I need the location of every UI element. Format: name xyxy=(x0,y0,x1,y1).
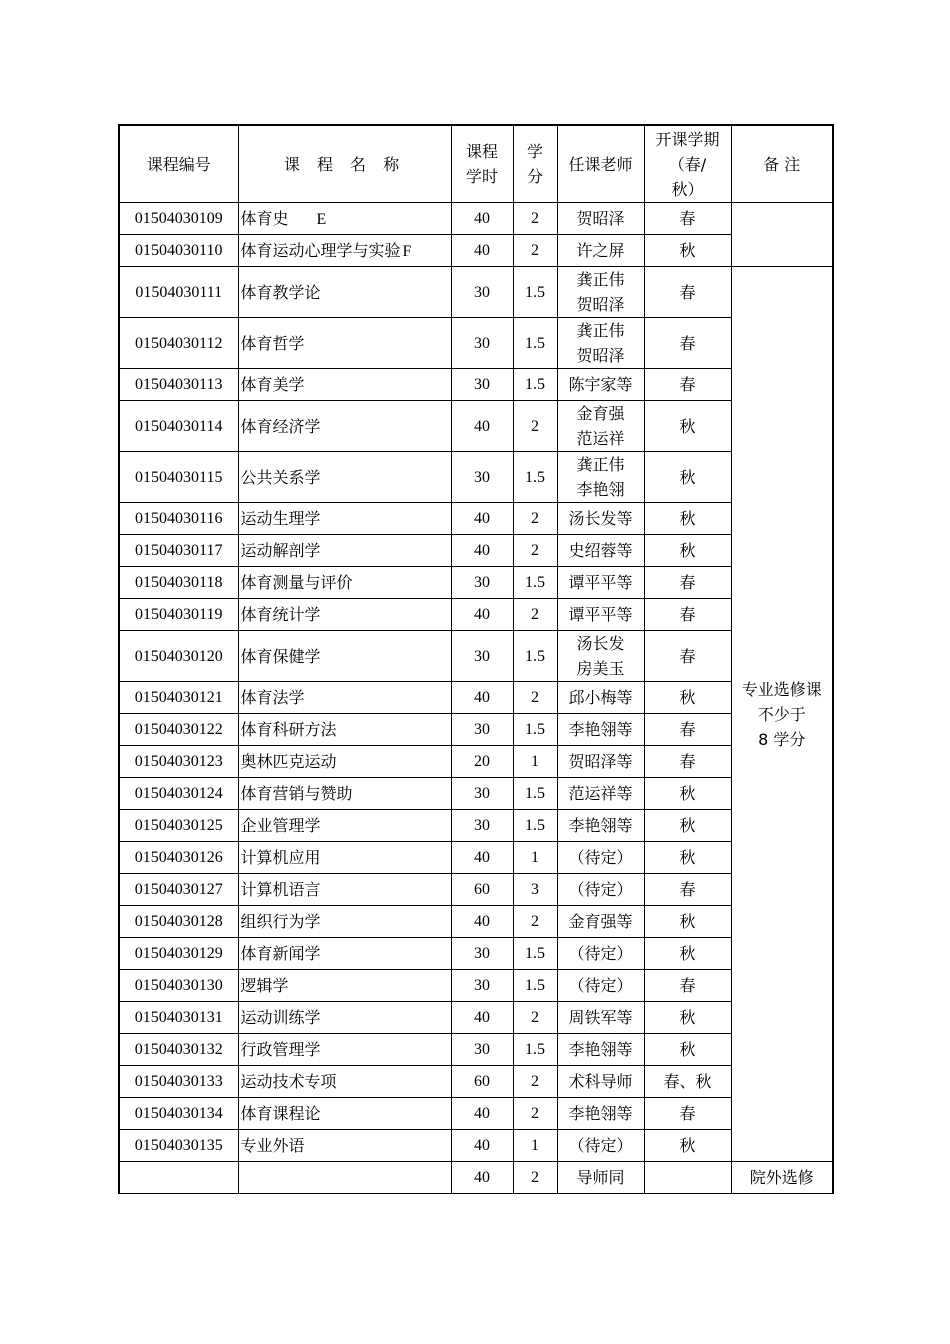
teacher-cell xyxy=(557,714,644,746)
hours-cell: 20 xyxy=(451,746,513,778)
teacher-cell xyxy=(557,567,644,599)
course-code-cell: 01504030117 xyxy=(119,535,238,567)
credit-cell: 1.5 xyxy=(513,778,557,810)
course-name-cell xyxy=(238,1130,451,1162)
course-name-cell xyxy=(238,874,451,906)
hours-cell: 30 xyxy=(451,567,513,599)
credit-cell: 1 xyxy=(513,746,557,778)
teacher-cell xyxy=(557,1066,644,1098)
course-name-cell xyxy=(238,401,451,452)
term-cell: 秋 xyxy=(644,778,731,810)
table-row xyxy=(119,631,833,682)
course-code-cell: 01504030129 xyxy=(119,938,238,970)
table-row xyxy=(119,1066,833,1098)
course-table xyxy=(118,124,834,1194)
term-cell: 秋 xyxy=(644,1130,731,1162)
teacher-cell xyxy=(557,369,644,401)
course-name-text: 企业管理学 xyxy=(240,816,321,835)
credit-cell: 2 xyxy=(513,1098,557,1130)
header-term-line3: 秋） xyxy=(671,179,704,199)
hours-cell: 30 xyxy=(451,1034,513,1066)
hours-cell: 40 xyxy=(451,203,513,235)
table-row xyxy=(119,874,833,906)
teacher-name: 贺昭泽 xyxy=(576,346,625,365)
course-name-text: 体育哲学 xyxy=(240,333,305,353)
course-name-text: 运动生理学 xyxy=(240,509,321,528)
credit-cell: 2 xyxy=(513,203,557,235)
table-row xyxy=(119,369,833,401)
table-row xyxy=(119,567,833,599)
course-name-text: 运动训练学 xyxy=(240,1008,321,1027)
course-code-cell xyxy=(119,1162,238,1194)
teacher-cell xyxy=(557,267,644,318)
teacher-cell xyxy=(557,1098,644,1130)
course-name-cell xyxy=(238,778,451,810)
teacher-name: （待定） xyxy=(568,976,633,995)
credit-cell: 2 xyxy=(513,503,557,535)
teacher-name: 贺昭泽等 xyxy=(568,752,633,771)
credit-cell: 2 xyxy=(513,599,557,631)
elective-note-line3: 8 学分 xyxy=(758,729,806,749)
term-cell: 春 xyxy=(644,567,731,599)
teacher-name: 李艳翎等 xyxy=(568,1104,633,1123)
teacher-name: 范运祥 xyxy=(576,429,625,448)
course-name-text: 体育统计学 xyxy=(240,605,321,624)
course-code-cell: 01504030135 xyxy=(119,1130,238,1162)
course-code-cell: 01504030124 xyxy=(119,778,238,810)
hours-cell: 30 xyxy=(451,810,513,842)
teacher-cell xyxy=(557,452,644,503)
teacher-name: 邱小梅等 xyxy=(568,688,633,707)
hours-cell: 30 xyxy=(451,369,513,401)
term-cell: 秋 xyxy=(644,810,731,842)
hours-cell: 40 xyxy=(451,906,513,938)
note-elective-requirement xyxy=(731,267,833,1162)
teacher-cell xyxy=(557,235,644,267)
table-row xyxy=(119,714,833,746)
credit-cell: 2 xyxy=(513,682,557,714)
credit-cell: 3 xyxy=(513,874,557,906)
hours-cell: 30 xyxy=(451,452,513,503)
term-cell: 春 xyxy=(644,369,731,401)
course-code-cell: 01504030112 xyxy=(119,318,238,369)
course-name-cell xyxy=(238,203,451,235)
course-name-cell xyxy=(238,970,451,1002)
term-cell: 秋 xyxy=(644,401,731,452)
course-name-cell xyxy=(238,631,451,682)
teacher-cell xyxy=(557,906,644,938)
term-cell: 春 xyxy=(644,714,731,746)
teacher-cell xyxy=(557,631,644,682)
course-name-cell xyxy=(238,682,451,714)
credit-cell: 1.5 xyxy=(513,1034,557,1066)
course-name-text: 体育经济学 xyxy=(240,416,321,436)
teacher-name: 陈宇家等 xyxy=(568,375,633,394)
course-name-text: 运动技术专项 xyxy=(240,1072,337,1091)
term-cell: 秋 xyxy=(644,682,731,714)
credit-cell: 1.5 xyxy=(513,318,557,369)
hours-cell: 30 xyxy=(451,714,513,746)
course-name-text: 体育美学 xyxy=(240,375,305,394)
credit-cell: 1.5 xyxy=(513,970,557,1002)
course-name-cell xyxy=(238,535,451,567)
term-cell: 秋 xyxy=(644,235,731,267)
header-course-name: 课 程 名 称 xyxy=(238,125,451,203)
course-name-cell xyxy=(238,567,451,599)
header-term-line1: 开课学期 xyxy=(655,129,720,149)
credit-cell: 2 xyxy=(513,1066,557,1098)
teacher-name: 李艳翎等 xyxy=(568,1040,633,1059)
course-name-cell xyxy=(238,1162,451,1194)
course-code-cell: 01504030126 xyxy=(119,842,238,874)
term-cell: 春 xyxy=(644,970,731,1002)
teacher-cell xyxy=(557,599,644,631)
course-code-cell: 01504030130 xyxy=(119,970,238,1002)
hours-cell: 40 xyxy=(451,1002,513,1034)
header-hours xyxy=(451,125,513,203)
hours-cell: 40 xyxy=(451,401,513,452)
hours-cell: 30 xyxy=(451,970,513,1002)
course-name-text: 体育史 xyxy=(240,208,289,228)
course-code-cell: 01504030131 xyxy=(119,1002,238,1034)
teacher-cell xyxy=(557,1162,644,1194)
term-cell: 春 xyxy=(644,746,731,778)
header-term xyxy=(644,125,731,203)
table-row xyxy=(119,778,833,810)
course-name-cell xyxy=(238,1034,451,1066)
course-name-text: 逻辑学 xyxy=(240,976,289,995)
teacher-cell xyxy=(557,1034,644,1066)
hours-cell: 40 xyxy=(451,1162,513,1194)
table-row xyxy=(119,1034,833,1066)
course-name-text: 计算机语言 xyxy=(240,880,321,899)
hours-cell: 60 xyxy=(451,874,513,906)
course-name-cell xyxy=(238,714,451,746)
hours-cell: 40 xyxy=(451,1130,513,1162)
teacher-name: （待定） xyxy=(568,944,633,963)
course-name-cell xyxy=(238,318,451,369)
credit-cell: 2 xyxy=(513,1002,557,1034)
table-header-row xyxy=(119,125,833,203)
course-code-cell: 01504030128 xyxy=(119,906,238,938)
teacher-cell xyxy=(557,1002,644,1034)
course-code-cell: 01504030119 xyxy=(119,599,238,631)
course-name-text: 体育法学 xyxy=(240,688,305,707)
course-name-cell xyxy=(238,235,451,267)
teacher-cell xyxy=(557,938,644,970)
teacher-name: 汤长发等 xyxy=(568,509,633,528)
course-name-text: 专业外语 xyxy=(240,1136,305,1155)
credit-cell: 2 xyxy=(513,535,557,567)
course-name-cell xyxy=(238,746,451,778)
teacher-cell xyxy=(557,318,644,369)
teacher-name: 导师同 xyxy=(576,1168,625,1187)
hours-cell: 40 xyxy=(451,235,513,267)
course-name-cell xyxy=(238,369,451,401)
teacher-name: 龚正伟 xyxy=(576,270,625,289)
course-name-text: 体育科研方法 xyxy=(240,720,337,739)
teacher-cell xyxy=(557,503,644,535)
course-code-cell: 01504030132 xyxy=(119,1034,238,1066)
hours-cell: 40 xyxy=(451,842,513,874)
course-code-cell: 01504030115 xyxy=(119,452,238,503)
teacher-name: 金育强等 xyxy=(568,912,633,931)
table-row xyxy=(119,970,833,1002)
table-body xyxy=(119,203,833,1194)
teacher-cell xyxy=(557,746,644,778)
credit-cell: 1.5 xyxy=(513,714,557,746)
term-cell: 秋 xyxy=(644,842,731,874)
term-cell: 春 xyxy=(644,318,731,369)
hours-cell: 40 xyxy=(451,1098,513,1130)
course-name-cell xyxy=(238,1002,451,1034)
course-name-text: 计算机应用 xyxy=(240,848,321,867)
table-row xyxy=(119,267,833,318)
course-name-suffix: F xyxy=(402,242,412,260)
table-row xyxy=(119,906,833,938)
teacher-name: 术科导师 xyxy=(568,1072,633,1091)
course-name-cell xyxy=(238,503,451,535)
teacher-cell xyxy=(557,535,644,567)
teacher-name: （待定） xyxy=(568,848,633,867)
course-name-text: 体育保健学 xyxy=(240,646,321,666)
credit-cell: 2 xyxy=(513,401,557,452)
course-name-text: 体育教学论 xyxy=(240,282,321,302)
course-name-text: 体育运动心理学与实验 xyxy=(240,240,401,260)
header-teacher: 任课老师 xyxy=(557,125,644,203)
header-hours-line2: 学时 xyxy=(465,167,498,186)
credit-cell: 2 xyxy=(513,906,557,938)
teacher-name: 史绍蓉等 xyxy=(568,541,633,560)
teacher-cell xyxy=(557,810,644,842)
course-name-cell xyxy=(238,906,451,938)
term-cell xyxy=(644,1162,731,1194)
teacher-name: 龚正伟 xyxy=(576,321,625,340)
hours-cell: 60 xyxy=(451,1066,513,1098)
hours-cell: 40 xyxy=(451,503,513,535)
course-code-cell: 01504030123 xyxy=(119,746,238,778)
teacher-cell xyxy=(557,682,644,714)
teacher-name: 谭平平等 xyxy=(568,605,633,624)
term-cell: 春、秋 xyxy=(644,1066,731,1098)
note-cell-blank xyxy=(731,203,833,267)
header-note: 备 注 xyxy=(731,125,833,203)
course-code-cell: 01504030118 xyxy=(119,567,238,599)
course-name-cell xyxy=(238,599,451,631)
teacher-name: 李艳翎等 xyxy=(568,720,633,739)
course-name-text: 组织行为学 xyxy=(240,912,321,931)
term-cell: 秋 xyxy=(644,535,731,567)
table-row xyxy=(119,452,833,503)
hours-cell: 30 xyxy=(451,267,513,318)
term-cell: 春 xyxy=(644,267,731,318)
course-name-text: 体育课程论 xyxy=(240,1104,321,1123)
course-code-cell: 01504030125 xyxy=(119,810,238,842)
table-row xyxy=(119,203,833,235)
table-row xyxy=(119,746,833,778)
course-code-cell: 01504030134 xyxy=(119,1098,238,1130)
table-row xyxy=(119,318,833,369)
course-name-text: 运动解剖学 xyxy=(240,541,321,560)
course-name-suffix: E xyxy=(316,210,327,228)
elective-note-line1: 专业选修课 xyxy=(741,679,822,699)
table-row xyxy=(119,1162,833,1194)
course-name-text: 公共关系学 xyxy=(240,467,321,487)
course-code-cell: 01504030114 xyxy=(119,401,238,452)
note-outside-elective: 院外选修 xyxy=(731,1162,833,1194)
teacher-name: 贺昭泽 xyxy=(576,295,625,314)
credit-cell: 2 xyxy=(513,1162,557,1194)
header-course-code: 课程编号 xyxy=(119,125,238,203)
teacher-name: （待定） xyxy=(568,880,633,899)
table-row xyxy=(119,938,833,970)
table-row xyxy=(119,1098,833,1130)
term-cell: 春 xyxy=(644,203,731,235)
course-code-cell: 01504030122 xyxy=(119,714,238,746)
course-name-cell xyxy=(238,810,451,842)
course-code-cell: 01504030127 xyxy=(119,874,238,906)
teacher-name: 房美玉 xyxy=(576,659,625,678)
hours-cell: 40 xyxy=(451,535,513,567)
teacher-name: 周铁军等 xyxy=(568,1008,633,1027)
header-term-line2: （春/ xyxy=(668,154,707,174)
credit-cell: 1.5 xyxy=(513,938,557,970)
term-cell: 秋 xyxy=(644,938,731,970)
teacher-name: 金育强 xyxy=(576,404,625,423)
teacher-name: 龚正伟 xyxy=(576,455,625,474)
teacher-name: （待定） xyxy=(568,1136,633,1155)
credit-cell: 1.5 xyxy=(513,369,557,401)
credit-cell: 1.5 xyxy=(513,452,557,503)
header-credit-line1: 学 xyxy=(526,142,543,161)
credit-cell: 2 xyxy=(513,235,557,267)
hours-cell: 40 xyxy=(451,599,513,631)
teacher-cell xyxy=(557,401,644,452)
course-code-cell: 01504030120 xyxy=(119,631,238,682)
table-row xyxy=(119,842,833,874)
term-cell: 秋 xyxy=(644,906,731,938)
course-code-cell: 01504030111 xyxy=(119,267,238,318)
hours-cell: 30 xyxy=(451,938,513,970)
hours-cell: 30 xyxy=(451,318,513,369)
credit-cell: 1.5 xyxy=(513,631,557,682)
teacher-name: 李艳翎 xyxy=(576,480,625,499)
course-name-text: 行政管理学 xyxy=(240,1040,321,1059)
term-cell: 春 xyxy=(644,599,731,631)
teacher-name: 贺昭泽 xyxy=(576,209,625,228)
course-code-cell: 01504030133 xyxy=(119,1066,238,1098)
course-name-cell xyxy=(238,1098,451,1130)
course-name-text: 体育新闻学 xyxy=(240,944,321,963)
term-cell: 春 xyxy=(644,631,731,682)
term-cell: 秋 xyxy=(644,1002,731,1034)
course-name-text: 体育测量与评价 xyxy=(240,573,353,592)
table-row xyxy=(119,1002,833,1034)
table-row xyxy=(119,1130,833,1162)
teacher-cell xyxy=(557,842,644,874)
credit-cell: 1.5 xyxy=(513,267,557,318)
course-name-cell xyxy=(238,842,451,874)
teacher-name: 范运祥等 xyxy=(568,784,633,803)
course-code-cell: 01504030121 xyxy=(119,682,238,714)
table-row xyxy=(119,810,833,842)
teacher-cell xyxy=(557,1130,644,1162)
hours-cell: 30 xyxy=(451,778,513,810)
table-row xyxy=(119,682,833,714)
table-row xyxy=(119,503,833,535)
course-code-cell: 01504030109 xyxy=(119,203,238,235)
elective-note-line2: 不少于 xyxy=(757,704,806,724)
teacher-cell xyxy=(557,874,644,906)
header-credit-line2: 分 xyxy=(526,167,543,186)
credit-cell: 1 xyxy=(513,842,557,874)
course-name-text: 奥林匹克运动 xyxy=(240,752,337,771)
credit-cell: 1.5 xyxy=(513,567,557,599)
term-cell: 秋 xyxy=(644,1034,731,1066)
hours-cell: 30 xyxy=(451,631,513,682)
course-name-cell xyxy=(238,1066,451,1098)
table-row xyxy=(119,235,833,267)
header-credit xyxy=(513,125,557,203)
teacher-name: 汤长发 xyxy=(576,634,625,653)
teacher-cell xyxy=(557,203,644,235)
course-code-cell: 01504030110 xyxy=(119,235,238,267)
course-name-cell xyxy=(238,938,451,970)
term-cell: 秋 xyxy=(644,503,731,535)
teacher-name: 许之屏 xyxy=(576,241,625,260)
term-cell: 春 xyxy=(644,1098,731,1130)
term-cell: 春 xyxy=(644,874,731,906)
table-row xyxy=(119,401,833,452)
course-code-cell: 01504030116 xyxy=(119,503,238,535)
course-name-cell xyxy=(238,452,451,503)
table-row xyxy=(119,599,833,631)
credit-cell: 1.5 xyxy=(513,810,557,842)
header-hours-line1: 课程 xyxy=(465,142,498,161)
term-cell: 秋 xyxy=(644,452,731,503)
teacher-name: 谭平平等 xyxy=(568,573,633,592)
teacher-name: 李艳翎等 xyxy=(568,816,633,835)
hours-cell: 40 xyxy=(451,682,513,714)
credit-cell: 1 xyxy=(513,1130,557,1162)
teacher-cell xyxy=(557,778,644,810)
course-name-cell xyxy=(238,267,451,318)
teacher-cell xyxy=(557,970,644,1002)
course-name-text: 体育营销与赞助 xyxy=(240,784,353,803)
course-code-cell: 01504030113 xyxy=(119,369,238,401)
table-row xyxy=(119,535,833,567)
